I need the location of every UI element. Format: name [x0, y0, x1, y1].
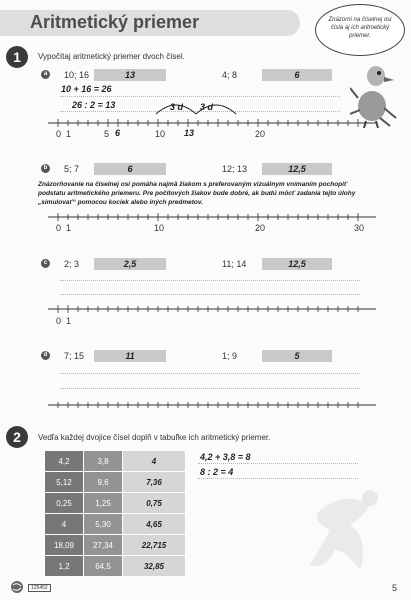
axis-label: 0: [56, 129, 62, 139]
answer-field[interactable]: 12,5: [262, 258, 332, 270]
axis-label-highlight: 6: [115, 128, 121, 138]
dotted-line: [60, 280, 360, 281]
answer-field[interactable]: 6: [262, 69, 332, 81]
table-cell: 9,6: [84, 472, 123, 493]
distance-label: 3 d: [200, 102, 214, 112]
axis-label-highlight: 13: [184, 128, 195, 138]
axis-label: 30: [354, 223, 365, 233]
table-cell: 64,5: [84, 556, 123, 577]
axis-label: 10: [155, 129, 166, 139]
pair-label: 2; 3: [64, 259, 80, 269]
pair-label: 1; 9: [222, 351, 238, 361]
axis-label: 1: [66, 129, 72, 139]
dotted-line: [60, 294, 360, 295]
table-cell: 4: [45, 514, 84, 535]
section-badge-1: 1: [6, 46, 28, 68]
dotted-line: [60, 388, 360, 389]
part-a-badge: a: [41, 70, 50, 79]
axis-label: 20: [255, 129, 266, 139]
part-b-badge: b: [41, 164, 50, 173]
table-cell: 1,25: [84, 493, 123, 514]
answer-cell[interactable]: 4,65: [123, 514, 186, 535]
table-row: [45, 472, 186, 493]
table-row: [45, 514, 186, 535]
table-cell: 27,34: [84, 535, 123, 556]
pair-label: 12; 13: [222, 164, 248, 174]
work-line: 8 : 2 = 4: [200, 467, 234, 477]
product-code: 125452: [28, 584, 51, 592]
answer-cell[interactable]: 7,36: [123, 472, 186, 493]
axis-label: 20: [255, 223, 266, 233]
axis-label: 0: [56, 316, 62, 326]
part-d-badge: d: [41, 351, 50, 360]
pair-label: 4; 8: [222, 70, 238, 80]
table-cell: 3,8: [84, 451, 123, 472]
table-row: [45, 535, 186, 556]
table-cell: 5,12: [45, 472, 84, 493]
pair-label: 11; 14: [222, 259, 247, 269]
speech-bubble: Znázorni na číselnej osi čísla aj ich aritmetický priemer.: [315, 4, 405, 56]
section-badge-2: 2: [6, 426, 28, 448]
number-line-b: [48, 212, 378, 224]
answer-field[interactable]: 11: [94, 350, 166, 362]
pair-label: 10; 16: [64, 70, 90, 80]
table-row: [45, 556, 186, 577]
distance-label: 3 d: [170, 102, 184, 112]
globe-icon: [10, 580, 24, 594]
answer-cell[interactable]: 4: [123, 451, 186, 472]
distance-arcs: [140, 96, 240, 120]
task1-instruction: Vypočítaj aritmetický priemer dvoch čísel.: [38, 52, 185, 61]
pair-label: 7; 15: [64, 351, 85, 361]
table-cell: 0,25: [45, 493, 84, 514]
work-line: 26 : 2 = 13: [72, 100, 116, 110]
number-line-c: [48, 304, 378, 316]
work-line: 10 + 16 = 26: [61, 84, 112, 94]
table-row: [45, 451, 186, 472]
dotted-line: [60, 373, 360, 374]
axis-label: 1: [66, 316, 72, 326]
table-cell: 5,30: [84, 514, 123, 535]
answer-field[interactable]: 5: [262, 350, 332, 362]
dotted-line: [198, 463, 358, 464]
answer-cell[interactable]: 32,85: [123, 556, 186, 577]
table-cell: 1,2: [45, 556, 84, 577]
table-row: [45, 493, 186, 514]
answer-field[interactable]: 6: [94, 163, 166, 175]
answer-cell[interactable]: 0,75: [123, 493, 186, 514]
dotted-line: [198, 478, 358, 479]
answer-field[interactable]: 2,5: [94, 258, 166, 270]
number-line-d: [48, 400, 378, 412]
table-cell: 18,09: [45, 535, 84, 556]
answer-field[interactable]: 12,5: [262, 163, 332, 175]
page-number: 5: [392, 583, 398, 593]
average-table: [44, 450, 186, 577]
pair-label: 5; 7: [64, 164, 80, 174]
number-line-a: [48, 118, 378, 130]
table-cell: 4,2: [45, 451, 84, 472]
axis-label: 5: [104, 129, 110, 139]
axis-label: 10: [154, 223, 165, 233]
answer-field[interactable]: 13: [94, 69, 166, 81]
task2-instruction: Vedľa každej dvojice čísel doplň v tabuľke ich aritmetický priemer.: [38, 433, 271, 442]
answer-cell[interactable]: 22,715: [123, 535, 186, 556]
watermark-logo-icon: [300, 480, 390, 580]
part-c-badge: c: [41, 259, 50, 268]
teacher-hint: Znázorňovanie na číselnej osi pomáha najmä žiakom s preferovaným vizuálnym vnímaním pochopiť podstatu aritmetického priemeru. Pre počítových žiakov bude dobré, ak budú môcť zadania tejto úlohy „simulovať“ pomocou kociek alebo iných predmetov.: [38, 181, 356, 206]
axis-label: 0: [56, 223, 62, 233]
page-title: Aritmetický priemer: [30, 12, 200, 32]
axis-label: 1: [66, 223, 72, 233]
work-line: 4,2 + 3,8 = 8: [200, 452, 251, 462]
